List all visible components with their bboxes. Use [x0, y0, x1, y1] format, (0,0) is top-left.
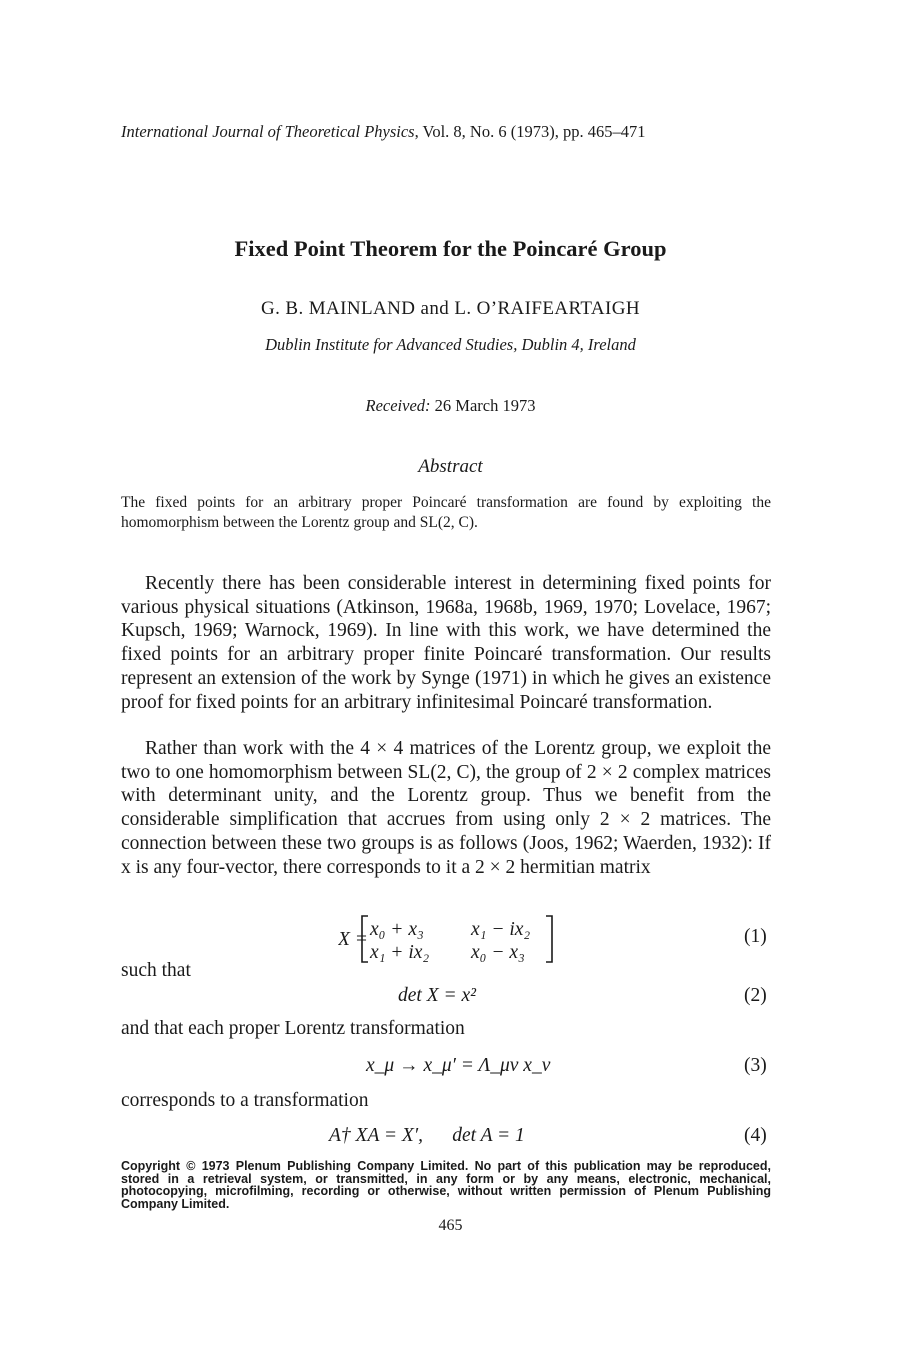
authors: G. B. MAINLAND and L. O’RAIFEARTAIGH — [260, 298, 641, 319]
journal-citation — [121, 122, 645, 142]
matrix-entry-22: x₀ − x₃ — [471, 942, 525, 963]
matrix-entry-12: x₁ − ix₂ — [471, 919, 531, 940]
affiliation: Dublin Institute for Advanced Studies, Dublin 4, Ireland — [265, 335, 636, 354]
matrix-entry-21: x₁ + ix₂ — [370, 942, 430, 963]
equation-1-matrix — [338, 912, 568, 964]
equation-3-number: (3) — [744, 1055, 767, 1076]
paper-title: Fixed Point Theorem for the Poincaré Group — [234, 236, 667, 261]
received-date — [0, 396, 901, 416]
equation-1 — [338, 912, 568, 964]
page-number: 465 — [438, 1217, 463, 1234]
equation-1-lhs: X = — [338, 929, 368, 950]
text-corresponds: corresponds to a transformation — [121, 1090, 369, 1111]
received-label: Received: — [365, 396, 431, 415]
copyright-notice: Copyright © 1973 Plenum Publishing Company Limited. No part of this publication may be reproduced, stored in a retrieval system, or transmitted, in any form or by any means, electronic, mechanical, photocopying, microfilming, recording or otherwise, without written permission of Plenum Publishing Company Limited. — [121, 1159, 771, 1211]
journal-name: International Journal of Theoretical Physics — [121, 122, 415, 141]
abstract-heading: Abstract — [418, 456, 483, 477]
equation-4-number: (4) — [744, 1125, 767, 1146]
body-paragraph-1: Recently there has been considerable interest in determining fixed points for various physical situations (Atkinson, 1968a, 1968b, 1969, 1970; Lovelace, 1967; Kupsch, 1969; Warnock, 1969). In line with this work, we have determined the fixed points for an arbitrary proper finite Poincaré transformation. Our results represent an extension of the work by Synge (1971) in which he gives an existence proof for fixed points for an arbitrary infinitesimal Poincaré transformation. — [121, 573, 771, 713]
equation-3: x_μ → x_μ′ = Λ_μν x_ν — [366, 1055, 551, 1076]
received-value: 26 March 1973 — [434, 396, 536, 415]
matrix-entry-11: x₀ + x₃ — [370, 919, 424, 940]
equation-2: det X = x² — [398, 985, 477, 1006]
body-paragraph-2: Rather than work with the 4 × 4 matrices of the Lorentz group, we exploit the two to one homomorphism between SL(2, C), the group of 2 × 2 complex matrices with determinant unity, and the Lorentz group. Thus we benefit from the considerable simplification that accrues from using only 2 × 2 matrices. The connection between these two groups is as follows (Joos, 1962; Waerden, 1932): If x is any four-vector, there corresponds to it a 2 × 2 hermitian matrix — [121, 738, 771, 878]
equation-1-number: (1) — [744, 926, 767, 947]
text-and-that: and that each proper Lorentz transformation — [121, 1018, 465, 1039]
right-bracket — [546, 916, 552, 962]
equation-4: A† XA = X′, det A = 1 — [329, 1125, 525, 1146]
journal-volume-info: , Vol. 8, No. 6 (1973), pp. 465–471 — [414, 122, 646, 141]
equation-2-number: (2) — [744, 985, 767, 1006]
abstract-text: The fixed points for an arbitrary proper Poincaré transformation are found by exploiting the homomorphism between the Lorentz group and SL(2, C). — [121, 494, 771, 531]
text-such-that: such that — [121, 960, 191, 981]
